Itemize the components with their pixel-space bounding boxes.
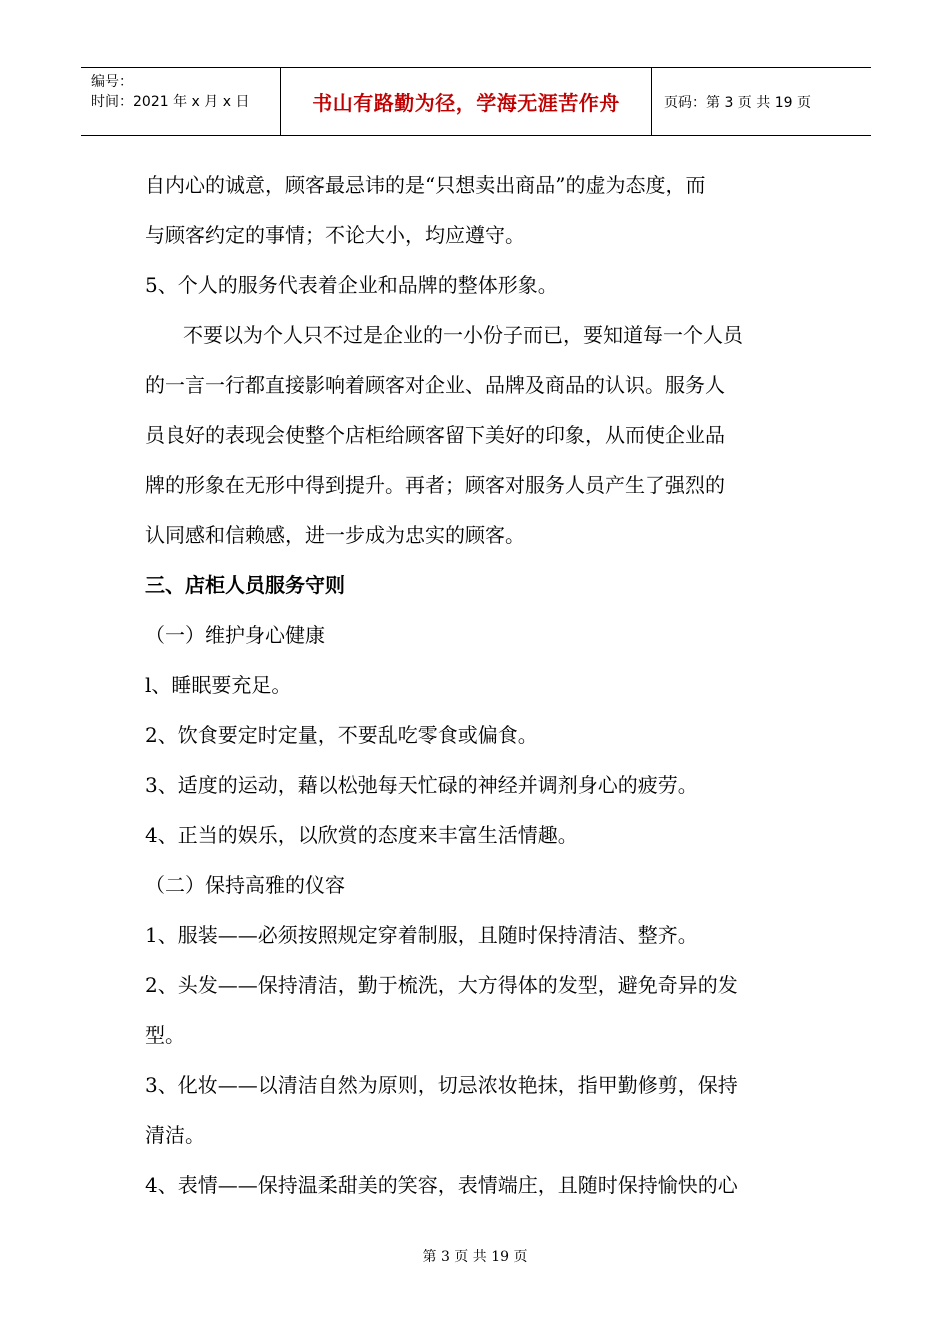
list-item-continuation: 型。 bbox=[145, 1023, 185, 1047]
list-item: 3、化妆——以清洁自然为原则，切忌浓妆艳抹，指甲勤修剪，保持 bbox=[145, 1073, 738, 1097]
document-body bbox=[145, 160, 810, 1210]
list-item: l、睡眠要充足。 bbox=[145, 673, 292, 697]
subsection-heading: （一）维护身心健康 bbox=[145, 623, 325, 647]
paragraph-line: 认同感和信赖感，进一步成为忠实的顾客。 bbox=[145, 523, 525, 547]
section-heading: 三、店柜人员服务守则 bbox=[145, 573, 345, 597]
paragraph-line: 的一言一行都直接影响着顾客对企业、品牌及商品的认识。服务人 bbox=[145, 373, 725, 397]
paragraph-line: 员良好的表现会使整个店柜给顾客留下美好的印象，从而使企业品 bbox=[145, 423, 725, 447]
paragraph-line: 与顾客约定的事情；不论大小，均应遵守。 bbox=[145, 223, 525, 247]
list-item: 2、头发——保持清洁，勤于梳洗，大方得体的发型，避免奇异的发 bbox=[145, 973, 738, 997]
header-left-cell bbox=[81, 68, 280, 135]
paragraph-line: 自内心的诚意，顾客最忌讳的是“只想卖出商品”的虚为态度，而 bbox=[145, 173, 706, 197]
list-item: 3、适度的运动，藉以松弛每天忙碌的神经并调剂身心的疲劳。 bbox=[145, 773, 698, 797]
paragraph-line: 不要以为个人只不过是企业的一小份子而已，要知道每一个人员 bbox=[183, 323, 743, 347]
page-info: 页码：第 3 页 共 19 页 bbox=[664, 94, 811, 111]
list-item: 4、正当的娱乐，以欣赏的态度来丰富生活情趣。 bbox=[145, 823, 578, 847]
list-item: 2、饮食要定时定量，不要乱吃零食或偏食。 bbox=[145, 723, 538, 747]
list-item: 4、表情——保持温柔甜美的笑容，表情端庄，且随时保持愉快的心 bbox=[145, 1173, 738, 1197]
header-motto-cell bbox=[280, 68, 652, 135]
list-item: 1、服装——必须按照规定穿着制服，且随时保持清洁、整齐。 bbox=[145, 923, 698, 947]
page-footer: 第 3 页 共 19 页 bbox=[422, 1249, 528, 1265]
paragraph-line: 牌的形象在无形中得到提升。再者；顾客对服务人员产生了强烈的 bbox=[145, 473, 725, 497]
header-page-cell bbox=[652, 68, 871, 135]
motto-text: 书山有路勤为径，学海无涯苦作舟 bbox=[312, 91, 620, 115]
paragraph-line: 5、个人的服务代表着企业和品牌的整体形象。 bbox=[145, 273, 558, 297]
date-label: 时间：2021 年 x 月 x 日 bbox=[91, 94, 250, 110]
header-table bbox=[81, 67, 871, 136]
subsection-heading: （二）保持高雅的仪容 bbox=[145, 873, 345, 897]
list-item-continuation: 清洁。 bbox=[145, 1123, 205, 1147]
number-label: 编号： bbox=[91, 74, 133, 90]
